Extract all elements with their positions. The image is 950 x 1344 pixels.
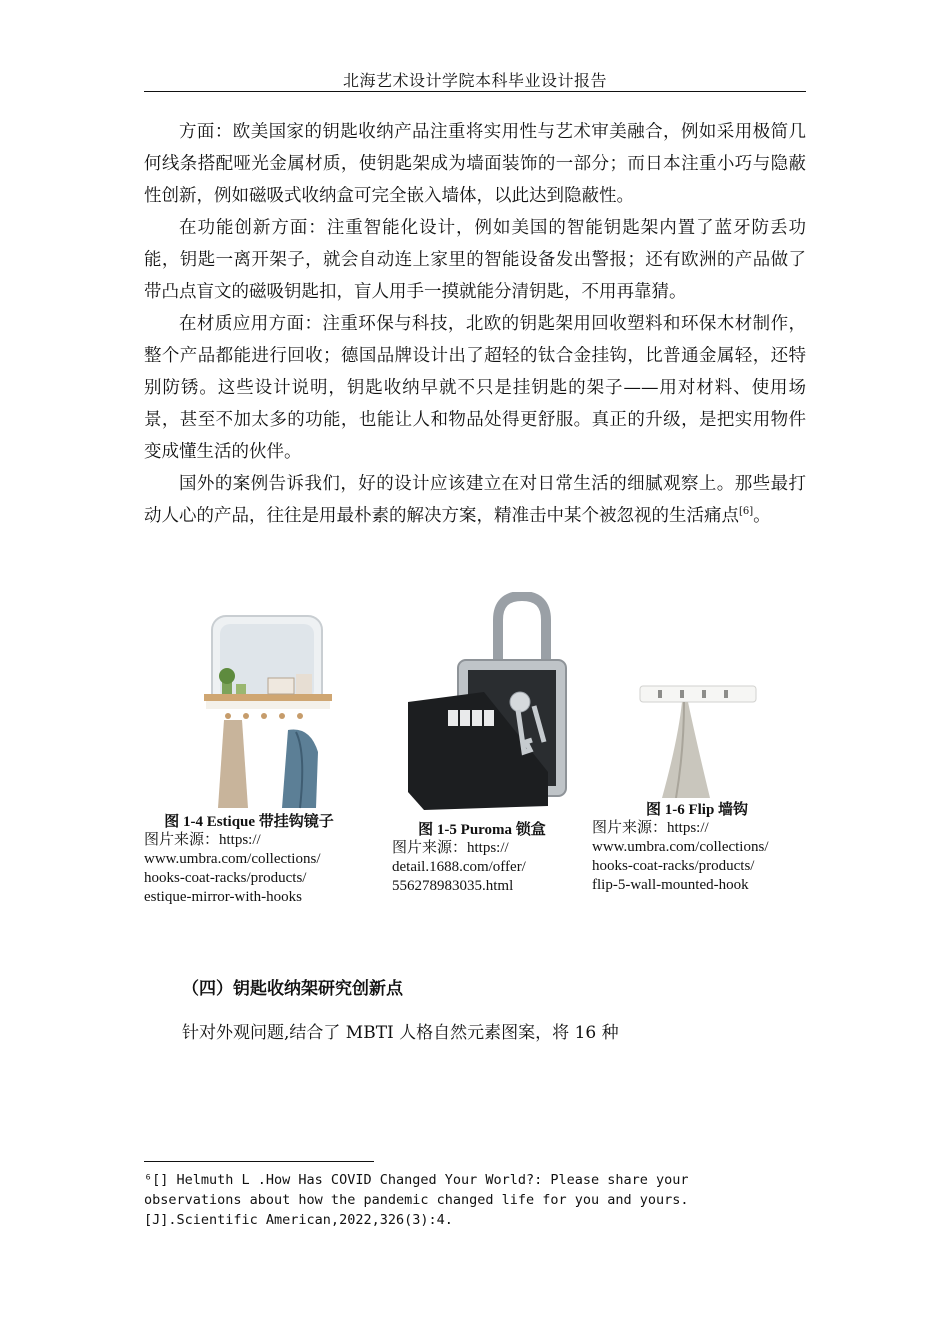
footnote [144,1170,784,1230]
figure-1-4-source-line: www.umbra.com/collections/ [144,851,321,867]
estique-mirror-image [198,612,408,810]
figure-1-5-source [392,839,572,896]
figure-1-4-source [144,831,354,907]
figure-1-6-source-line: hooks-coat-racks/products/ [592,858,755,874]
puroma-lockbox-image [398,592,578,818]
figure-1-5-source-line: detail.1688.com/offer/ [392,859,526,875]
figure-1-4-title: 图 1-4 Estique 带挂钩镜子 [164,814,334,830]
flip-hook-image [592,680,802,798]
paragraph-function: 在功能创新方面：注重智能化设计，例如美国的智能钥匙架内置了蓝牙防丢功能，钥匙一离开架子，就会自动连上家里的智能设备发出警报；还有欧洲的产品做了带凸点盲文的磁吸钥匙扣，盲人用手一摸就能分清钥匙，不用再靠猜。 [144,218,806,302]
figure-1-6-source-line: 图片来源：https:// [592,820,709,836]
page-header-title: 北海艺术设计学院本科毕业设计报告 [342,71,607,90]
figure-1-6-source-line: www.umbra.com/collections/ [592,839,769,855]
footnote-line: [J].Scientific American,2022,326(3):4. [144,1212,453,1228]
footnote-rule [144,1161,374,1162]
paragraph-conclusion [144,468,806,532]
figure-1-5-title: 图 1-5 Puroma 锁盒 [418,822,546,838]
figure-1-6-source [592,819,802,895]
figure-1-4 [144,612,354,907]
body-text [144,116,806,532]
figure-1-5-source-line: 图片来源：https:// [392,840,509,856]
figure-1-4-source-line: estique-mirror-with-hooks [144,889,302,905]
figure-1-6-source-line: flip-5-wall-mounted-hook [592,877,749,893]
footnote-line: observations about how the pandemic changed life for you and yours. [144,1192,689,1208]
footnote-line: ⁶[] Helmuth L .How Has COVID Changed Your World?: Please share your [144,1172,689,1188]
citation-6: [6] [739,506,754,518]
figure-1-4-source-line: 图片来源：https:// [144,832,261,848]
figure-1-5-source-line: 556278983035.html [392,878,514,894]
header-rule [144,91,806,92]
figure-1-6 [592,680,802,895]
figure-1-6-title: 图 1-6 Flip 墙钩 [645,802,749,818]
paragraph-material: 在材质应用方面：注重环保与科技，北欧的钥匙架用回收塑料和环保木材制作，整个产品都能进行回收；德国品牌设计出了超轻的钛合金挂钩，比普通金属轻，还特别防锈。这些设计说明，钥匙收纳早就不只是挂钥匙的架子——用对材料、使用场景，甚至不加太多的功能，也能让人和物品处得更舒服。真正的升级，是把实用物件变成懂生活的伙伴。 [144,314,806,462]
paragraph-aesthetics: 方面：欧美国家的钥匙收纳产品注重将实用性与艺术审美融合，例如采用极简几何线条搭配哑光金属材质，使钥匙架成为墙面装饰的一部分；而日本注重小巧与隐蔽性创新，例如磁吸式收纳盒可完全嵌入墙体，以此达到隐蔽性。 [144,122,806,206]
section-paragraph: 针对外观问题,结合了 MBTI 人格自然元素图案，将 16 种 [182,1023,619,1043]
conclusion-end: 。 [753,506,771,526]
section-heading: （四）钥匙收纳架研究创新点 [182,979,403,999]
figure-1-4-source-line: hooks-coat-racks/products/ [144,870,307,886]
figure-1-5 [392,592,572,896]
conclusion-text: 国外的案例告诉我们，好的设计应该建立在对日常生活的细腻观察上。那些最打动人心的产品，往往是用最朴素的解决方案，精准击中某个被忽视的生活痛点 [144,474,806,526]
